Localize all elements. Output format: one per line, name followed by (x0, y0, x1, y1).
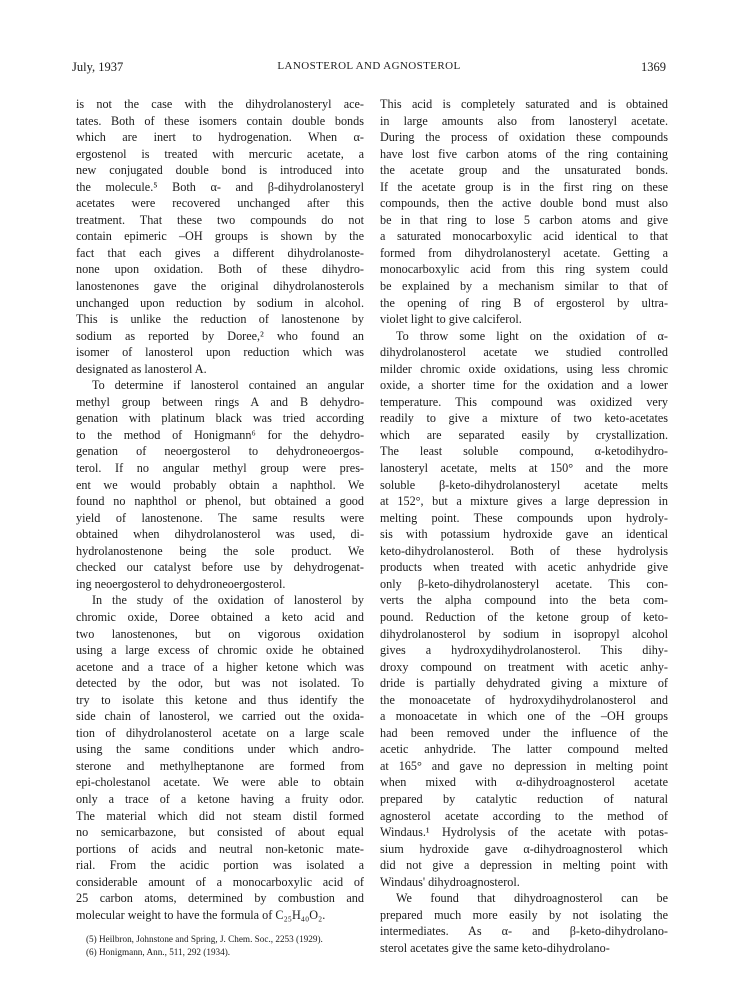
text-line: To determine if lanosterol contained an angular (92, 378, 364, 393)
text-line: soluble β-keto-dihydrolanosteryl acetate melts (380, 477, 668, 492)
text-line: unchanged upon reduction by sodium in alcohol. (76, 295, 364, 310)
text-line: the opening of ring B of ergosterol by ultra- (380, 295, 668, 310)
text-line: ergostenol is treated with mercuric acetate, a (76, 146, 364, 161)
text-line: To throw some light on the oxidation of α- (396, 328, 668, 343)
text-line: sium hydroxide gave α-dihydroagnosterol which (380, 841, 668, 856)
text-line: new conjugated double bond is introduced into (76, 163, 364, 178)
footnotes (76, 933, 364, 959)
text-line: sterone and methylheptanone are formed from (76, 758, 364, 773)
text-line: be explained by a mechanism similar to that of (380, 279, 668, 294)
text-line: detected by the odor, but was not isolated. To (76, 676, 364, 691)
text-line: the molecule.⁵ Both α- and β-dihydrolanosteryl (76, 179, 364, 194)
paragraph (380, 328, 668, 891)
text-line: Windaus' dihydroagnosterol. (380, 874, 520, 889)
text-line: no semicarbazone, but consisted of about equal (76, 825, 364, 840)
text-line: dihydrolanosterol by sodium in isopropyl alcohol (380, 626, 668, 641)
text-line: only a trace of a ketone having a fruity odor. (76, 791, 364, 806)
text-line: formed from dihydrolanosteryl acetate. Getting a (380, 245, 668, 260)
paragraph (76, 377, 364, 592)
header-date: July, 1937 (72, 60, 124, 74)
text-line: the monoacetate of hydroxydihydrolanosterol and (380, 692, 668, 707)
text-line: obtained when dihydrolanosterol was used, di- (76, 527, 364, 542)
text-line: sodium as reported by Doree,² who found an (76, 328, 364, 343)
text-line: temperature. This compound was oxidized very (380, 394, 668, 409)
text-line: two lanostenones, but on vigorous oxidation (76, 626, 364, 641)
text-line: This acid is completely saturated and is obtained (380, 97, 668, 111)
text-line: During the process of oxidation these compounds (380, 130, 668, 145)
text-line: We found that dihydroagnosterol can be (396, 891, 668, 906)
text-line: yield of lanostenone. The same results were (76, 510, 364, 525)
text-line: tion of dihydrolanosterol acetate on a large scale (76, 725, 364, 740)
text-line: lanostenones gave the original dihydrolanosterols (76, 279, 364, 294)
text-line: prepared much more easily by not isolating the (380, 907, 668, 922)
text-line: melting point. These compounds upon hydroly- (380, 510, 668, 525)
text-line: contain epimeric –OH groups is shown by the (76, 229, 364, 244)
text-line: lanosteryl acetate, melts at 150° and the more (380, 461, 668, 476)
text-line: side chain of lanosterol, we carried out the oxida- (76, 709, 364, 724)
text-line: considerable amount of a monocarboxylic acid of (76, 874, 364, 889)
text-line: violet light to give calciferol. (380, 312, 522, 327)
page-number: 1369 (641, 60, 666, 74)
text-line: intermediates. As α- and β-keto-dihydrolano- (380, 924, 668, 939)
text-line: designated as lanosterol A. (76, 361, 207, 376)
text-line: the acetate group and the unsaturated bonds. (380, 163, 668, 178)
text-line: is not the case with the dihydrolanosteryl ace- (76, 97, 364, 111)
text-line: This is unlike the reduction of lanostenone by (76, 312, 364, 327)
text-line: genation of neoergosterol to dehydroneoergos- (76, 444, 364, 459)
text-line: to the method of Honigmann⁶ for the dehydro- (76, 427, 364, 442)
text-line: acetates were recovered unchanged after this (76, 196, 364, 211)
text-line: ing neoergosterol to dehydroneoergosterol. (76, 576, 286, 591)
text-line: prepared by catalytic reduction of natural (380, 791, 668, 806)
text-line: dride is partially dehydrated giving a mixture of (380, 676, 668, 691)
text-line: 25 carbon atoms, determined by combustion and (76, 891, 364, 906)
text-line: try to isolate this ketone and thus identify the (76, 692, 364, 707)
text-line: tates. Both of these isomers contain double bonds (76, 113, 364, 128)
footnote: (6) Honigmann, Ann., 511, 292 (1934). (86, 947, 231, 958)
right-column (380, 96, 668, 956)
text-line: sis with potassium hydroxide gave an identical (380, 527, 668, 542)
text-line: keto-dihydrolanosterol. Both of these hydrolysis (380, 543, 668, 558)
text-line: in large amounts also from lanosteryl acetate. (380, 113, 668, 128)
text-line: droxy compound on treatment with acetic anhy- (380, 659, 668, 674)
text-line: be in that ring to lose 5 carbon atoms and give (380, 212, 668, 227)
text-line: hydrolanostenone being the sole product. We (76, 543, 364, 558)
text-line: using the same conditions under which andro- (76, 742, 364, 757)
text-line: The least soluble compound, α-ketodihydro- (380, 444, 668, 459)
text-line: a saturated monocarboxylic acid identical to that (380, 229, 668, 244)
text-line: In the study of the oxidation of lanosterol by (92, 593, 364, 608)
text-line: fact that each gives a different dihydrolanoste- (76, 245, 364, 260)
text-line: readily to give a mixture of two keto-acetates (380, 411, 668, 426)
text-line: Windaus.¹ Hydrolysis of the acetate with potas- (380, 825, 668, 840)
text-line: ent we would probably obtain a naphthol. We (76, 477, 364, 492)
text-line: did not give a depression in melting point with (380, 858, 668, 873)
text-line: rial. From the acidic portion was isolated a (76, 858, 364, 873)
text-line: isomer of lanosterol upon reduction which was (76, 345, 364, 360)
text-line: acetic anhydride. The latter compound melted (380, 742, 668, 757)
text-line: acetone and a trace of a higher ketone which was (76, 659, 364, 674)
text-line: which are inert to hydrogenation. When α- (76, 130, 364, 145)
text-line: which are separated easily by crystallization. (380, 427, 668, 442)
text-line: epi-cholestanol acetate. We were able to obtain (76, 775, 364, 790)
text-line: dihydrolanosterol acetate we studied controlled (380, 345, 668, 360)
text-line: gives a hydroxydihydrolanosterol. This dihy- (380, 643, 668, 658)
text-line: at 165° and gave no depression in melting point (380, 758, 668, 773)
header-title: LANOSTEROL AND AGNOSTEROL (277, 60, 461, 72)
text-line: at 152°, but a mixture gives a large depression in (380, 494, 668, 509)
text-line: products when treated with acetic anhydride give (380, 560, 668, 575)
text-line: none upon oxidation. Both of these dihydro- (76, 262, 364, 277)
text-line: portions of acids and neutral non-ketonic mate- (76, 841, 364, 856)
text-line: molecular weight to have the formula of C₂₅H₄₀O₂. (76, 907, 326, 922)
text-line: verts the alpha compound into the beta com- (380, 593, 668, 608)
text-line: genation with platinum black was tried according (76, 411, 364, 426)
text-line: using a large excess of chromic oxide he obtained (76, 643, 364, 658)
text-line: sterol acetates give the same keto-dihydrolano- (380, 940, 610, 955)
text-line: had been removed under the influence of the (380, 725, 668, 740)
paragraph (76, 96, 364, 377)
text-line: only β-keto-dihydrolanosteryl acetate. This con- (380, 576, 668, 591)
text-line: pound. Reduction of the ketone group of keto- (380, 609, 668, 624)
paragraph (380, 890, 668, 956)
paragraph (380, 96, 668, 328)
text-line: chromic oxide, Doree obtained a keto acid and (76, 609, 364, 624)
text-line: found no naphthol or phenol, but obtained a good (76, 494, 364, 509)
text-line: treatment. That these two compounds do not (76, 212, 364, 227)
text-line: terol. If no angular methyl group were pres- (76, 461, 364, 476)
text-line: agnosterol acetate according to the method of (380, 808, 668, 823)
text-line: compounds, then the active double bond must also (380, 196, 668, 211)
text-line: a monoacetate in which one of the –OH groups (380, 709, 668, 724)
text-line: oxide, a shorter time for the oxidation and a lower (380, 378, 668, 393)
text-line: If the acetate group is in the first ring on these (380, 179, 668, 194)
text-line: monocarboxylic acid from this ring system could (380, 262, 668, 277)
text-line: checked our catalyst before use by dehydrogenat- (76, 560, 364, 575)
text-line: The material which did not steam distil formed (76, 808, 364, 823)
text-line: methyl group between rings A and B dehydro- (76, 394, 364, 409)
left-column (76, 96, 364, 959)
text-line: have lost five carbon atoms of the ring containing (380, 146, 668, 161)
text-line: milder chromic oxide oxidations, using less chromic (380, 361, 668, 376)
paragraph (76, 592, 364, 923)
text-line: when mixed with α-dihydroagnosterol acetate (380, 775, 668, 790)
running-head (72, 60, 666, 80)
footnote: (5) Heilbron, Johnstone and Spring, J. Chem. Soc., 2253 (1929). (86, 934, 323, 945)
